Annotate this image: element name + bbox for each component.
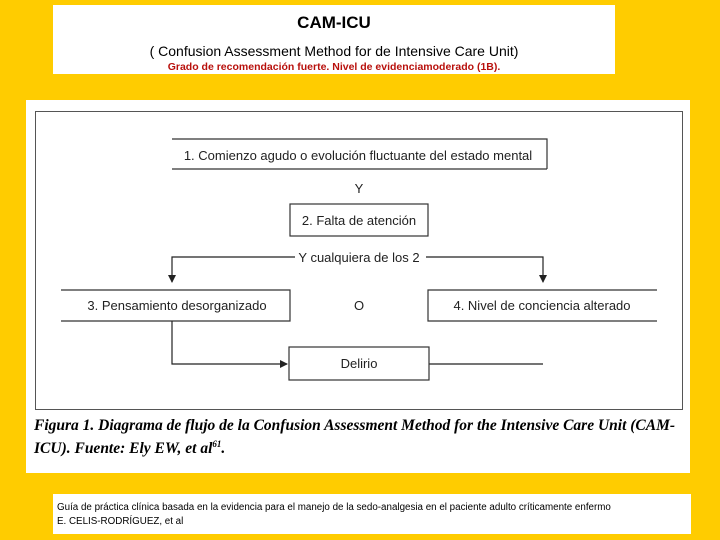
footer-citation: Guía de práctica clínica basada en la evidencia para el manejo de la sedo-analgesia en el paciente adulto críticamente enfermo xyxy=(57,502,611,513)
caption-reference: 61 xyxy=(212,439,222,449)
caption-end: . xyxy=(221,440,226,458)
and-connector-1: Y xyxy=(354,181,364,196)
figure-caption xyxy=(34,416,684,458)
figure-panel xyxy=(26,100,690,473)
arrow-to-step4 xyxy=(426,257,543,282)
step2-label: 2. Falta de atención xyxy=(301,213,417,228)
footer-authors: E. CELIS-RODRÍGUEZ, et al xyxy=(57,516,184,527)
flowchart xyxy=(35,111,683,410)
step3-label: 3. Pensamiento desorganizado xyxy=(87,298,267,313)
or-connector: O xyxy=(353,298,365,313)
result-label: Delirio xyxy=(340,356,378,371)
footer-box xyxy=(53,494,691,534)
arrow-to-step3 xyxy=(172,257,295,282)
page-title: CAM-ICU xyxy=(297,13,371,32)
and-connector-2: Y cualquiera de los 2 xyxy=(298,250,420,265)
step1-label: 1. Comienzo agudo o evolución fluctuante del estado mental xyxy=(183,148,533,163)
recommendation-note: Grado de recomendación fuerte. Nivel de evidenciamoderado (1B). xyxy=(167,61,501,73)
caption-text: Figura 1. Diagrama de flujo de la Confusion Assessment Method for the Intensive Care Unit (CAM-ICU). Fuente: Ely EW, et al xyxy=(34,417,676,458)
page-subtitle: ( Confusion Assessment Method for de Intensive Care Unit) xyxy=(149,43,519,59)
title-box xyxy=(53,5,615,74)
arrow-step3-to-result xyxy=(172,321,287,364)
step4-label: 4. Nivel de conciencia alterado xyxy=(453,298,631,313)
